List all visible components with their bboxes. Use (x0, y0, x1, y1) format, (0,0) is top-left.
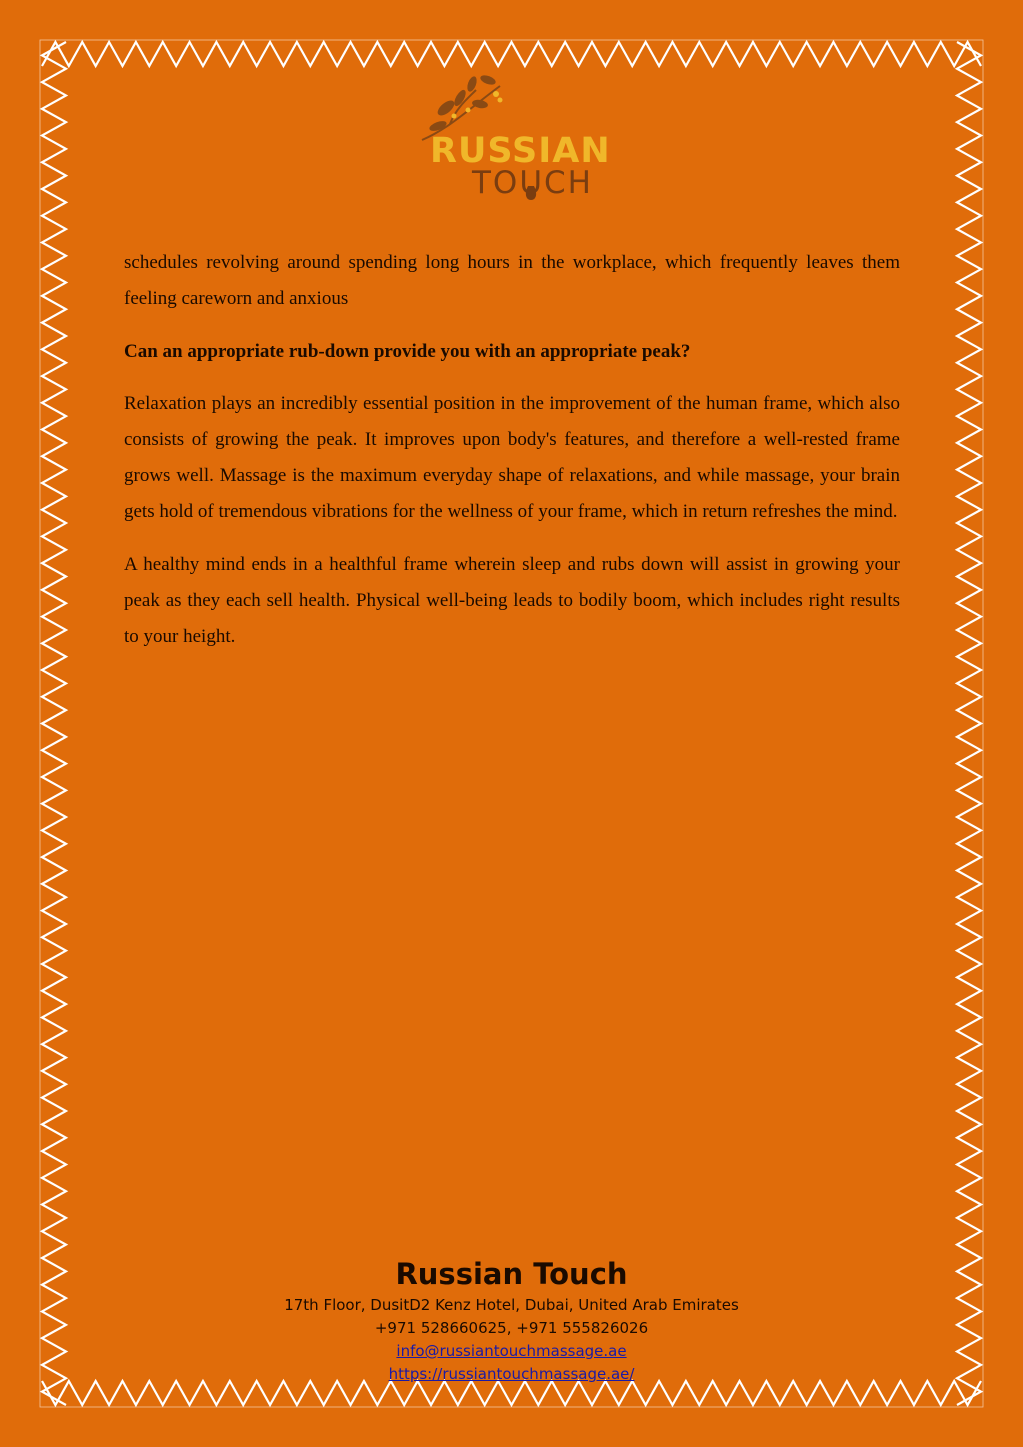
footer-email-link[interactable]: info@russiantouchmassage.ae (396, 1342, 627, 1360)
footer-phones: +971 528660625, +971 555826026 (374, 1319, 649, 1337)
footer-website-link[interactable]: https://russiantouchmassage.ae/ (388, 1365, 635, 1383)
paragraph-healthy-mind: A healthy mind ends in a healthful frame wherein sleep and rubs down will assist in growing your peak as they each sell health. Physical well-being leads to bodily boom, which includes right results to your height. (124, 554, 900, 647)
logo-word-russian: RUSSIAN (430, 131, 611, 171)
russian-touch-logo (410, 68, 610, 208)
paragraph-relaxation: Relaxation plays an incredibly essential position in the improvement of the human frame, which also consists of growing the peak. It improves upon body's features, and therefore a well-rested frame grows well. Massage is the maximum everyday shape of relaxations, and while massage, your brain gets hold of tremendous vibrations for the wellness of your frame, which in return refreshes the mind. (124, 393, 900, 522)
intro-paragraph: schedules revolving around spending long hours in the workplace, which frequently leaves them feeling careworn and anxious (124, 252, 900, 309)
footer-address: 17th Floor, DusitD2 Kenz Hotel, Dubai, United Arab Emirates (284, 1296, 739, 1314)
section-heading: Can an appropriate rub-down provide you with an appropriate peak? (124, 341, 691, 362)
contact-footer (180, 1254, 843, 1386)
logo-word-touch: TOUCH (472, 165, 593, 201)
footer-brand: Russian Touch (395, 1257, 628, 1291)
article-body (124, 245, 900, 672)
